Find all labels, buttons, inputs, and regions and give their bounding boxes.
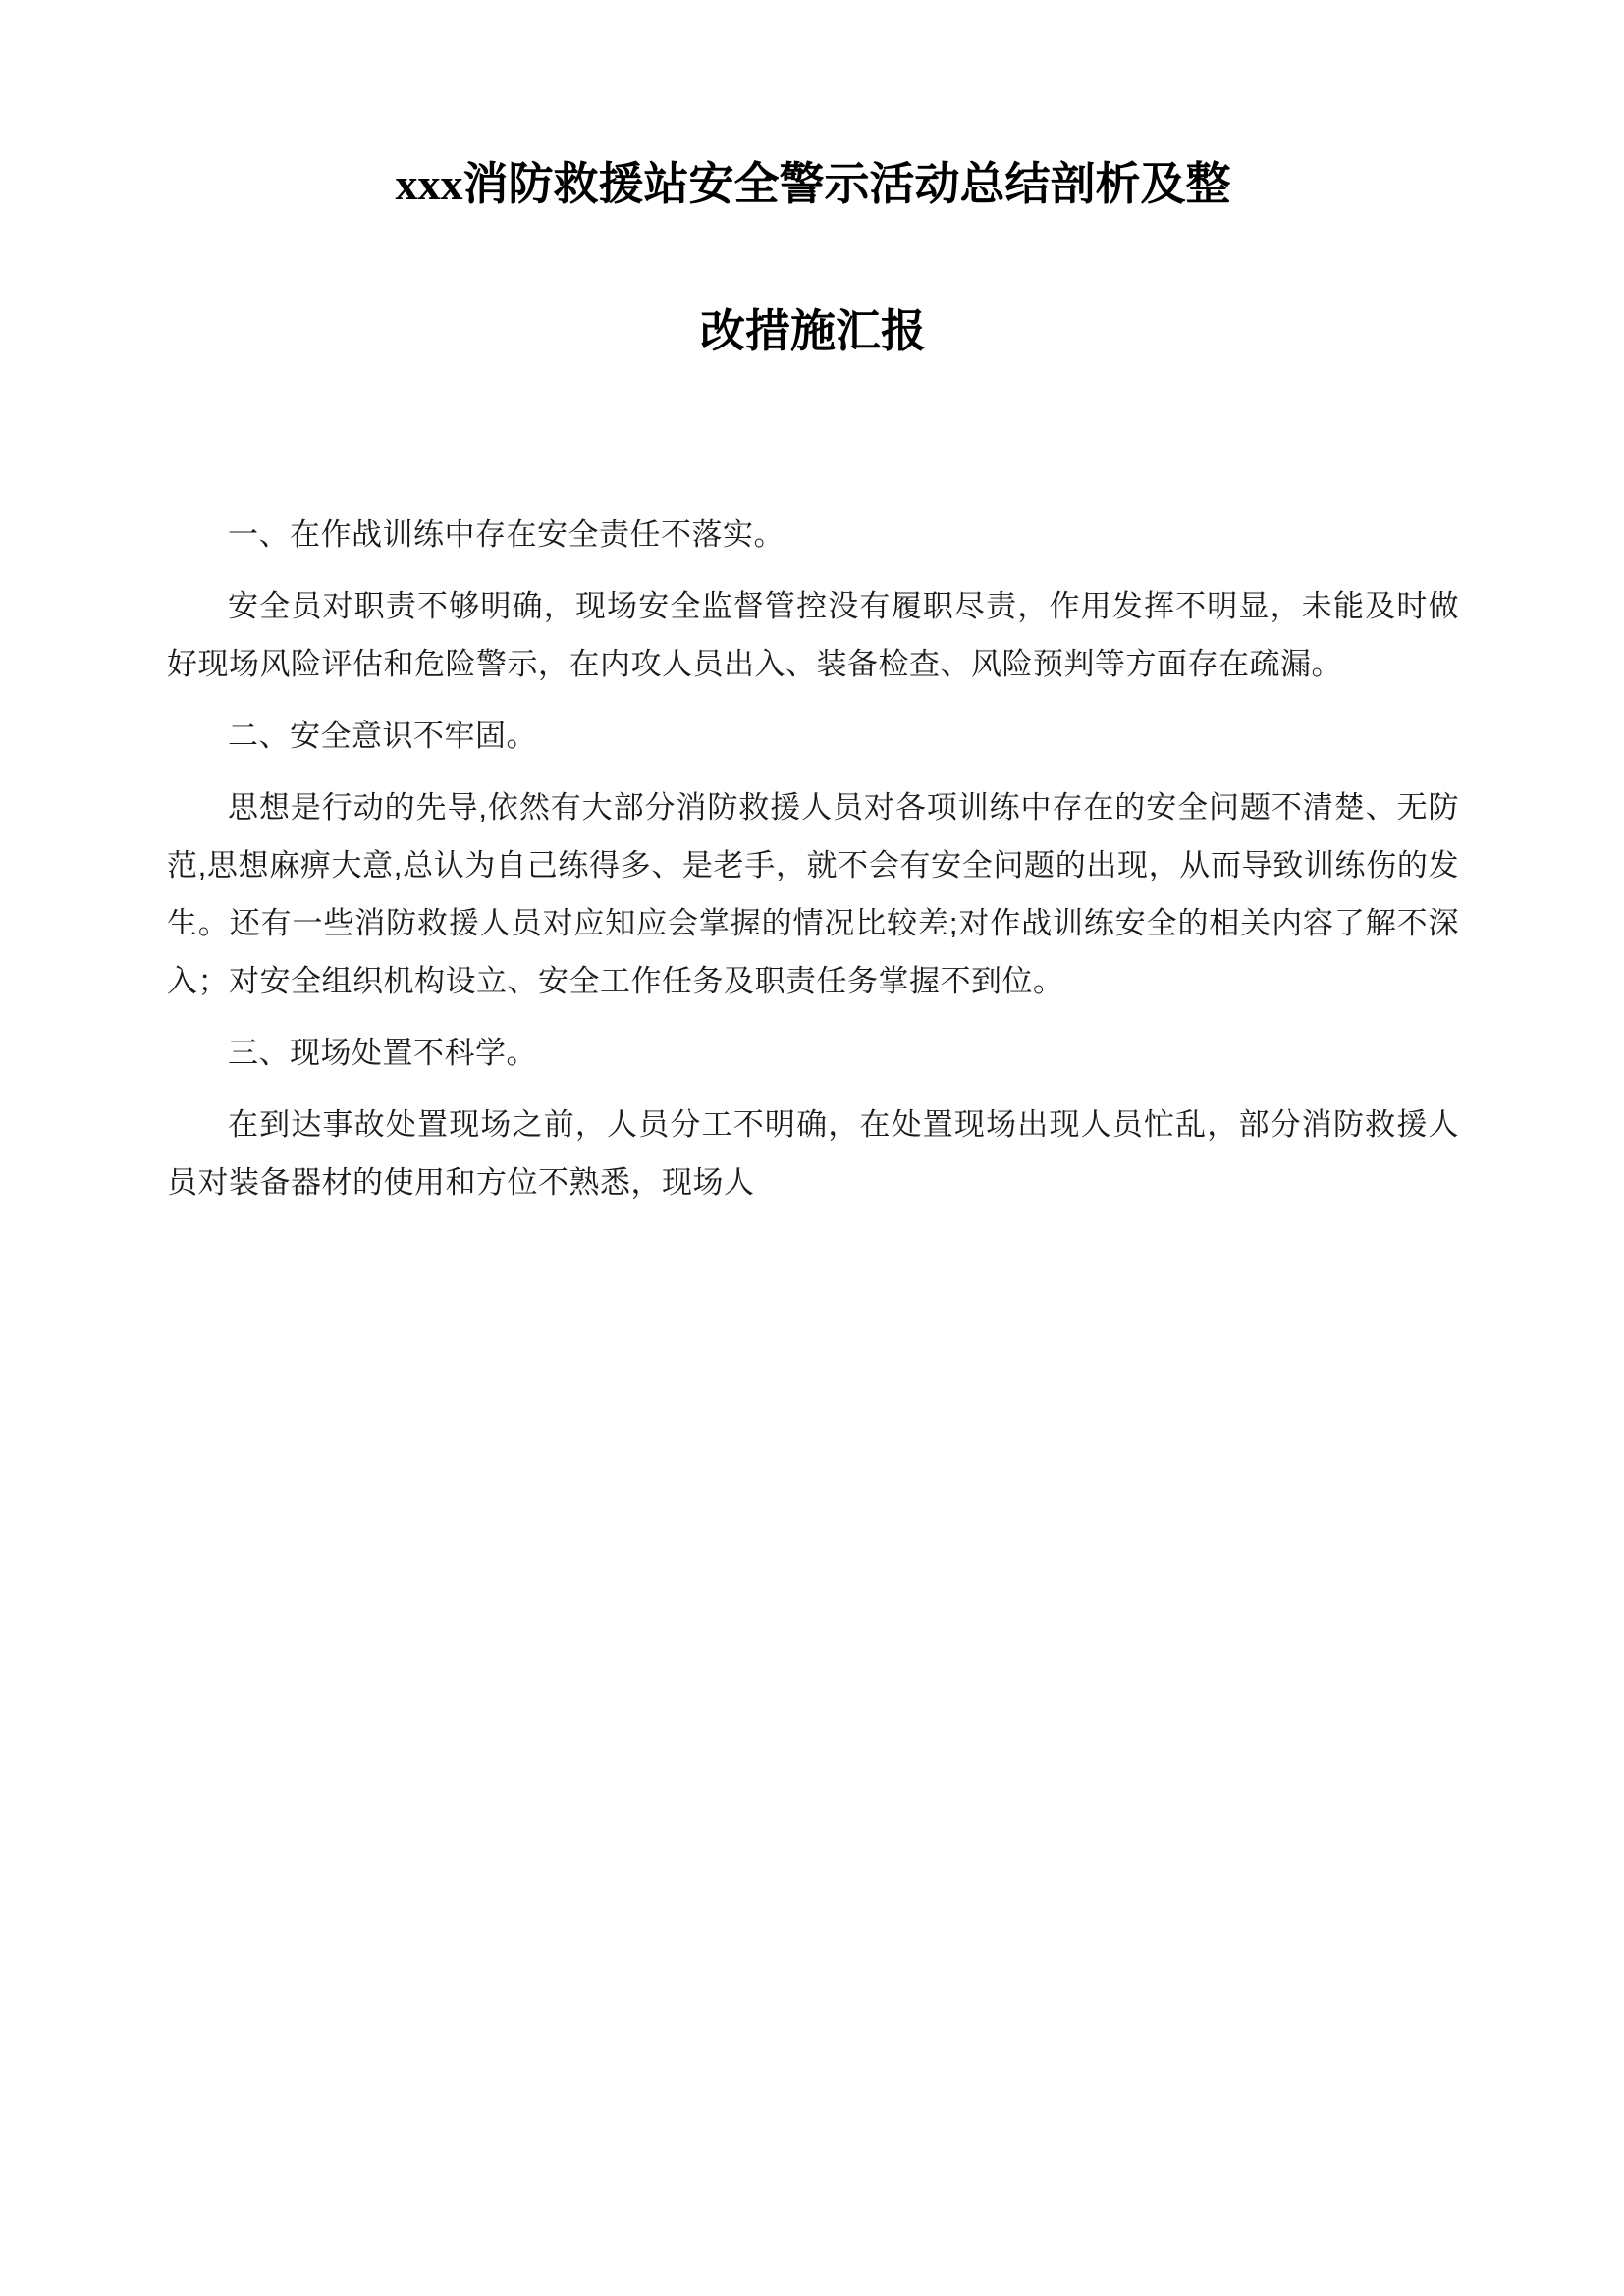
paragraph-heading-2: 二、安全意识不牢固。 (228, 719, 537, 754)
document-title-line-1: xxx消防救援站安全警示活动总结剖析及整 (395, 159, 1231, 209)
document-body (167, 506, 1459, 1211)
paragraph-body-1: 安全员对职责不够明确，现场安全监督管控没有履职尽责，作用发挥不明显，未能及时做好现场风险评估和危险警示，在内攻人员出入、装备检查、风险预判等方面存在疏漏。 (167, 589, 1459, 682)
paragraph-body-3: 在到达事故处置现场之前，人员分工不明确，在处置现场出现人员忙乱，部分消防救援人员对装备器材的使用和方位不熟悉，现场人 (167, 1107, 1459, 1201)
document-title-line-2: 改措施汇报 (700, 306, 926, 357)
document-title (167, 157, 1459, 358)
paragraph-body-2: 思想是行动的先导,依然有大部分消防救援人员对各项训练中存在的安全问题不清楚、无防范,思想麻痹大意,总认为自己练得多、是老手，就不会有安全问题的出现，从而导致训练伤的发生。还有一些消防救援人员对应知应会掌握的情况比较差;对作战训练安全的相关内容了解不深入；对安全组织机构设立、安全工作任务及职责任务掌握不到位。 (167, 790, 1459, 999)
paragraph-heading-1: 一、在作战训练中存在安全责任不落实。 (228, 517, 785, 553)
paragraph-heading-3: 三、现场处置不科学。 (228, 1036, 537, 1071)
